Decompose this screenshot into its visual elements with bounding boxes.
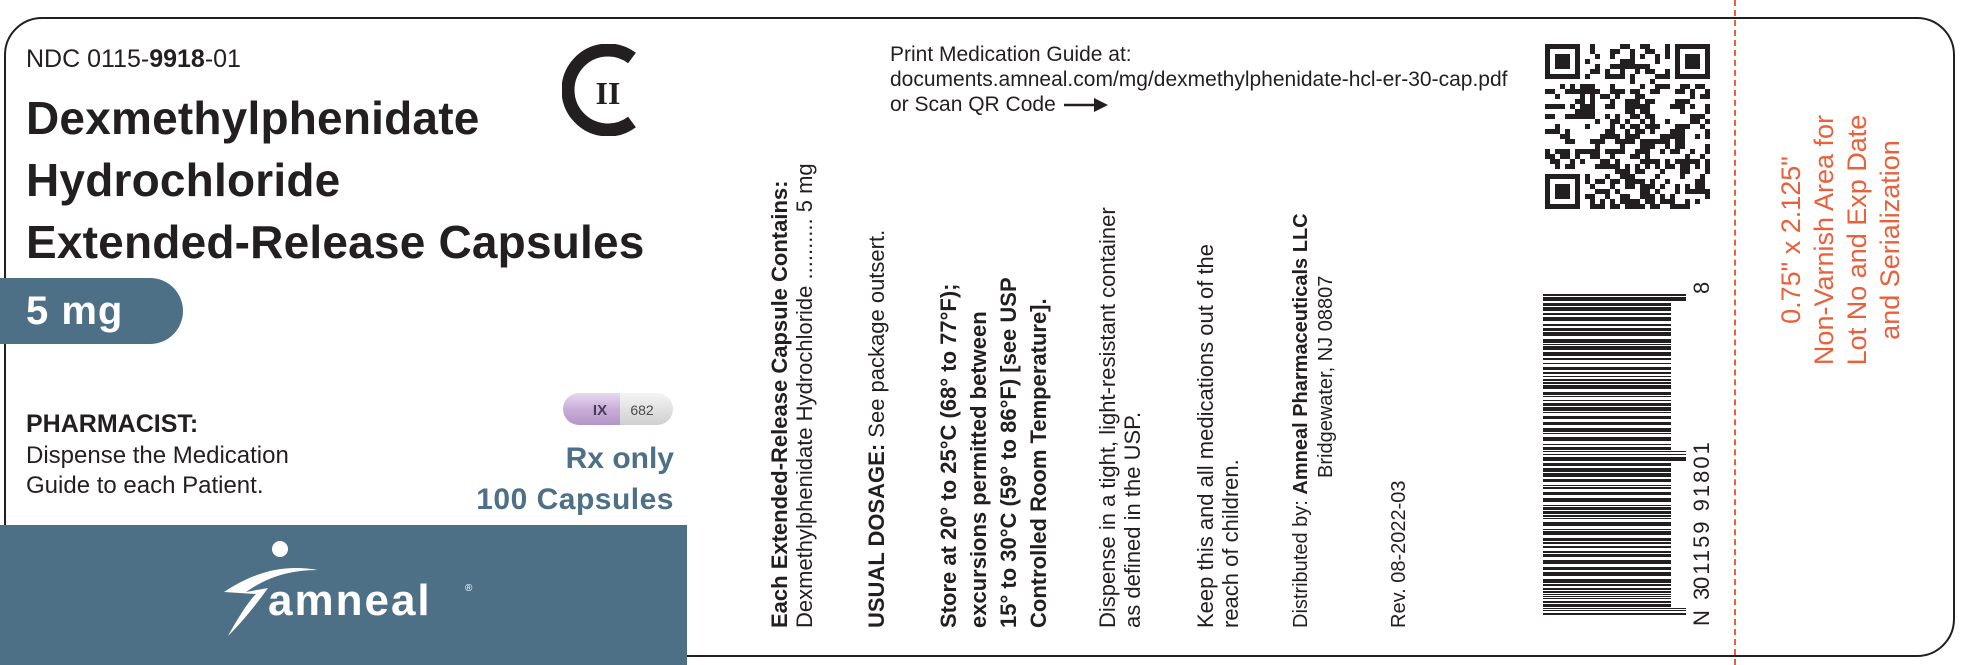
usual-dosage: USUAL DOSAGE: See package outsert. (864, 229, 889, 628)
amneal-logo: amneal (268, 576, 432, 625)
svg-text:IX: IX (592, 402, 608, 419)
capsule-image (562, 392, 674, 426)
non-varnish-area-note: 0.75" x 2.125" Non-Varnish Area for Lot No and Exp Date and Serialization (1776, 114, 1905, 366)
product-name: Dexmethylphenidate Hydrochloride Extended-Release Capsules (26, 92, 645, 268)
capsule-count: 100 Capsules (476, 483, 674, 516)
rx-only: Rx only (565, 442, 674, 475)
capsule-contents: Each Extended-Release Capsule Contains: Dexmethylphenidate Hydrochloride .......... 5 mg (767, 163, 817, 628)
svg-text:682: 682 (630, 402, 654, 418)
pharmacist-heading: PHARMACIST: (26, 410, 199, 438)
distributor-info: Distributed by: Amneal Pharmaceuticals LLC Bridgewater, NJ 08807 (1290, 213, 1337, 628)
barcode-check-digit: 8 (1689, 279, 1714, 294)
barcode (1543, 294, 1686, 616)
registered-mark: ® (465, 583, 473, 594)
keep-away-warning: Keep this and all medications out of the reach of children. (1193, 243, 1243, 628)
strength-badge: 5 mg (0, 278, 183, 344)
qr-code (1545, 44, 1710, 209)
medication-guide-info: Print Medication Guide at: documents.amneal.com/mg/dexmethylphenidate-hcl-er-30-cap.pdf or Scan QR Code (890, 43, 1508, 116)
arrow-right-icon (1064, 98, 1108, 112)
revision-date: Rev. 08-2022-03 (1388, 480, 1410, 628)
barcode-number: 01159 91801 (1689, 440, 1714, 589)
schedule-roman-numeral: II (595, 75, 621, 111)
barcode-left-digits: N 3 (1689, 585, 1714, 626)
storage-instructions: Store at 20° to 25°C (68° to 77°F); excursions permitted between 15° to 30°C (59° to 86°F) [see USP Controlled Room Temperature]. (936, 277, 1051, 628)
ndc-number: NDC 0115-9918-01 (26, 45, 241, 73)
pharmacist-instruction: Dispense the Medication Guide to each Patient. (26, 442, 289, 499)
dispense-instructions: Dispense in a tight, light-resistant container as defined in the USP. (1095, 207, 1145, 628)
dashed-divider (1734, 0, 1736, 665)
